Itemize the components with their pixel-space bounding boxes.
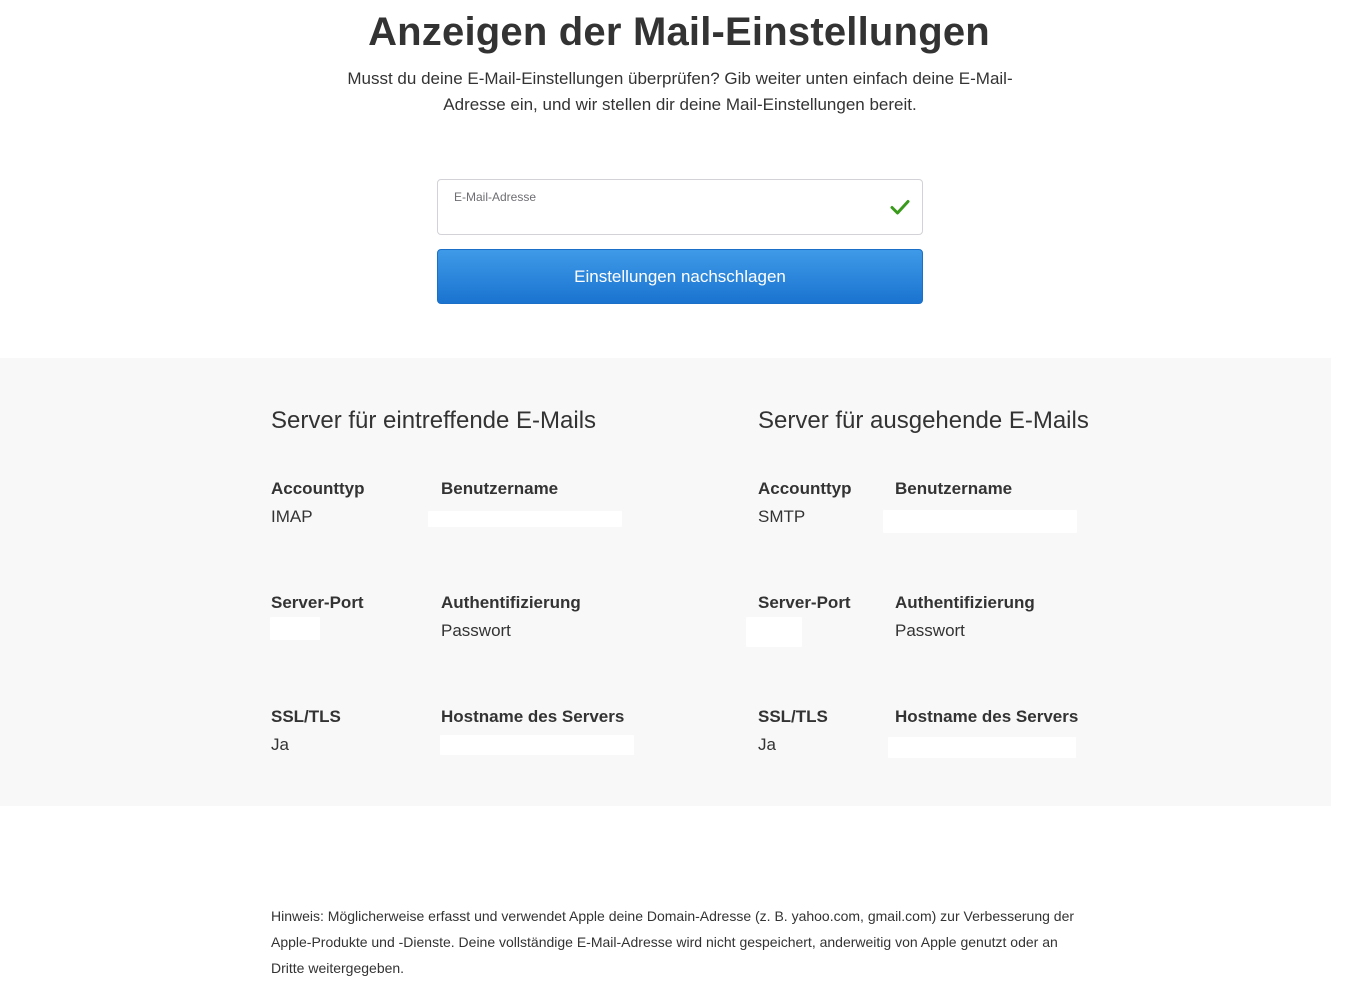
outgoing-username bbox=[895, 478, 1095, 506]
outgoing-server-title: Server für ausgehende E-Mails bbox=[758, 407, 1089, 434]
setting-label: Accounttyp bbox=[271, 479, 365, 498]
setting-label: SSL/TLS bbox=[758, 707, 828, 726]
setting-value: IMAP bbox=[271, 507, 313, 526]
setting-label: Hostname des Servers bbox=[441, 707, 625, 726]
email-field-label: E-Mail-Adresse bbox=[454, 190, 537, 204]
incoming-server-title: Server für eintreffende E-Mails bbox=[271, 407, 597, 434]
setting-label: SSL/TLS bbox=[271, 707, 341, 726]
redacted-value bbox=[440, 735, 634, 755]
setting-label: Server-Port bbox=[758, 593, 851, 612]
setting-label: Benutzername bbox=[441, 479, 559, 498]
settings-section bbox=[0, 358, 1331, 806]
incoming-authentication bbox=[441, 592, 641, 642]
outgoing-authentication bbox=[895, 592, 1095, 642]
lookup-settings-button[interactable]: Einstellungen nachschlagen bbox=[437, 249, 923, 304]
privacy-note: Hinweis: Möglicherweise erfasst und verwendet Apple deine Domain-Adresse (z. B. yahoo.com, gmail.com) zur Verbesserung der Apple-Produkte und -Dienste. Deine vollständige E-Mail-Adresse wird nicht gespeichert, anderweitig von Apple genutzt oder an Dritte weitergegeben. bbox=[271, 908, 1075, 976]
setting-label: Benutzername bbox=[895, 479, 1013, 498]
setting-value: Ja bbox=[758, 735, 776, 754]
redacted-value bbox=[883, 510, 1077, 533]
redacted-value bbox=[428, 511, 622, 527]
page-title: Anzeigen der Mail-Einstellungen bbox=[368, 10, 990, 54]
setting-value: Passwort bbox=[441, 621, 511, 640]
redacted-value bbox=[746, 617, 802, 647]
redacted-value bbox=[270, 617, 320, 640]
setting-label: Authentifizierung bbox=[441, 593, 581, 612]
email-field[interactable] bbox=[437, 179, 923, 235]
intro-text: Musst du deine E-Mail-Einstellungen überprüfen? Gib weiter unten einfach deine E-Mail-Adresse ein, und wir stellen dir deine Mail-Einstellungen bereit. bbox=[347, 69, 1013, 114]
setting-value: Ja bbox=[271, 735, 289, 754]
incoming-hostname bbox=[441, 706, 641, 734]
check-icon bbox=[889, 198, 911, 216]
setting-value: Passwort bbox=[895, 621, 965, 640]
setting-value: SMTP bbox=[758, 507, 806, 526]
setting-label: Server-Port bbox=[271, 593, 364, 612]
email-input[interactable] bbox=[454, 208, 874, 228]
incoming-username bbox=[441, 478, 641, 506]
setting-label: Authentifizierung bbox=[895, 593, 1035, 612]
outgoing-hostname bbox=[895, 706, 1095, 734]
setting-label: Accounttyp bbox=[758, 479, 852, 498]
redacted-value bbox=[888, 737, 1076, 758]
setting-label: Hostname des Servers bbox=[895, 707, 1079, 726]
